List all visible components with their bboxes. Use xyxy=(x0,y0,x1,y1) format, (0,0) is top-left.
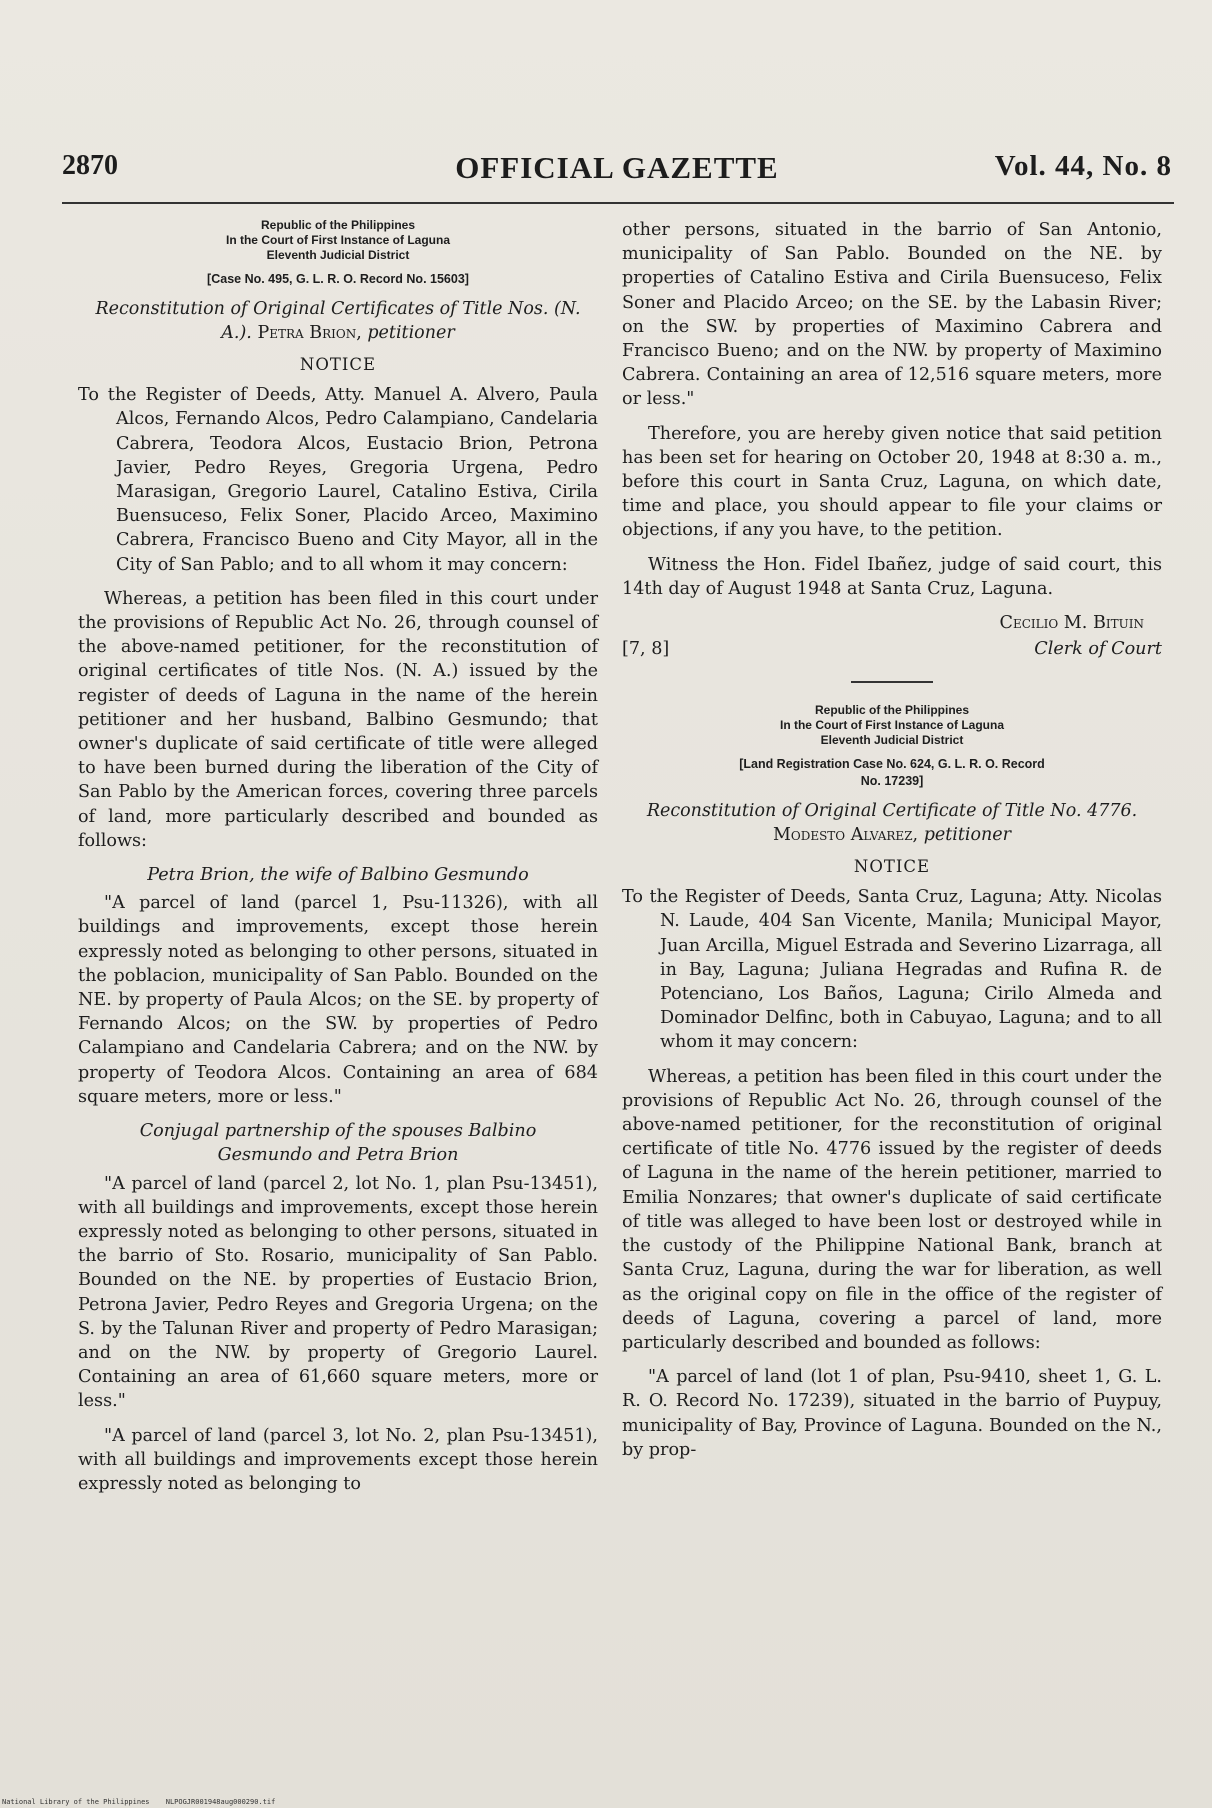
clerk-name: Cecilio M. Bituin xyxy=(999,613,1144,634)
notice-divider xyxy=(851,681,933,683)
conjugal-heading xyxy=(78,1119,598,1167)
witness-paragraph: Witness the Hon. Fidel Ibañez, judge of said court, this 14th day of August 1948 at Santa Cruz, Laguna. xyxy=(622,554,1162,599)
parcel-2-description: "A parcel of land (parcel 2, lot No. 1, plan Psu-13451), with all buildings and improvements, except those herein expressly noted as belonging to other persons, situated in the barrio of Sto. Rosario, municipality of San Pablo. Bounded on the NE. by properties of Eustacio Brion, Petrona Javier, Pedro Reyes and Gregoria Urgena; on the S. by the Talunan River and property of Pedro Marasigan; and on the NW. by property of Gregorio Laurel. Containing an area of 61,660 square meters, more or less." xyxy=(78,1173,598,1412)
reconstitution-2-text: Reconstitution of Original Certificate of Title No. 4776. xyxy=(646,801,1138,822)
notice-heading: NOTICE xyxy=(299,355,377,374)
parcel-1-description: "A parcel of land (parcel 1, Psu-11326), with all buildings and improvements, except those herein expressly noted as belonging to other persons, situated in the poblacion, municipality of San Pablo. Bounded on the NE. by property of Paula Alcos; on the SE. by property of Fernando Alcos; on the SW. by properties of Pedro Calampiano and Candelaria Cabrera; and on the NW. by property of Teodora Alcos. Containing an area of 684 square meters, more or less." xyxy=(78,893,598,1107)
parcel-3-description: "A parcel of land (parcel 3, lot No. 2, plan Psu-13451), with all buildings and improvements except those herein expressly noted as belonging to xyxy=(78,1425,598,1494)
case-2-line-2: No. 17239] xyxy=(860,774,924,789)
reconstitution-title-2 xyxy=(622,799,1162,847)
therefore-paragraph: Therefore, you are hereby given notice that said petition has been set for hearing on October 20, 1948 at 8:30 a. m., before this court in Santa Cruz, Laguna, on which date, time and place, you should appear to file your claims or objections, if any you have, to the petition. xyxy=(622,423,1162,541)
addressee-paragraph: To the Register of Deeds, Atty. Manuel A. Alvero, Paula Alcos, Fernando Alcos, Pedro Calampiano, Candelaria Cabrera, Teodora Alcos, Eustacio Brion, Petrona Javier, Pedro Reyes, Gregoria Urgena, Pedro Marasigan, Gregorio Laurel, Catalino Estiva, Cirila Buensuceso, Felix Soner, Placido Arceo, Maximino Cabrera, Francisco Bueno and City Mayor, all in the City of San Pablo; and to all whom it may concern: xyxy=(78,385,598,575)
court-2-line-2: In the Court of First Instance of Laguna xyxy=(779,718,1004,733)
library-label: National Library of the Philippines xyxy=(2,1798,150,1806)
case-number: [Case No. 495, G. L. R. O. Record No. 15603] xyxy=(207,272,469,286)
notice-heading-2: NOTICE xyxy=(853,857,931,877)
page-header xyxy=(62,150,1172,196)
parcel-owner-heading: Petra Brion, the wife of Balbino Gesmundo xyxy=(147,865,529,886)
case-2-line-1: [Land Registration Case No. 624, G. L. R. O. Record xyxy=(739,757,1045,772)
court-line-1: Republic of the Philippines xyxy=(260,218,415,232)
court-heading-2 xyxy=(622,703,1162,748)
court-line-2: In the Court of First Instance of Laguna xyxy=(225,233,450,247)
petitioner-2-label: petitioner xyxy=(923,825,1012,846)
parcel-description-2: "A parcel of land (lot 1 of plan, Psu-9410, sheet 1, G. L. R. O. Record No. 17239), situated in the barrio of Puypuy, municipality of Bay, Province of Laguna. Bounded on the N., by prop- xyxy=(622,1367,1162,1460)
petitioner-name: Petra Brion, xyxy=(257,323,362,343)
issue-reference: [7, 8] xyxy=(622,639,670,660)
court-2-line-1: Republic of the Philippines xyxy=(814,703,969,718)
publication-title: OFFICIAL GAZETTE xyxy=(455,150,779,185)
parcel-3-continuation: other persons, situated in the barrio of San Antonio, municipality of San Pablo. Bounded on the NE. by properties of Catalino Estiva and Cirila Buensuceso, Felix Soner and Placido Arceo; on the SE. by the Labasin River; on the SW. by properties of Maximino Cabrera and Francisco Bueno; and on the NW. by property of Maximino Cabrera. Containing an area of 12,516 square meters, more or less." xyxy=(622,220,1162,410)
whereas-paragraph: Whereas, a petition has been filed in this court under the provisions of Republic Act No. 26, through counsel of the above-named petitioner, for the reconstitution of original certificates of title Nos. (N. A.) issued by the register of deeds of Laguna in the name of the herein petitioner and her husband, Balbino Gesmundo; that owner's duplicate of said certificate of title were alleged to have been burned during the liberation of the City of San Pablo by the American forces, covering three parcels of land, more particularly described and bounded as follows: xyxy=(78,588,598,851)
court-line-3: Eleventh Judicial District xyxy=(266,248,410,262)
left-column xyxy=(78,218,598,1506)
petitioner-2-name: Modesto Alvarez, xyxy=(772,825,919,846)
conjugal-heading-line-1: Conjugal partnership of the spouses Balbino xyxy=(139,1121,537,1142)
volume-number: Vol. 44, No. 8 xyxy=(994,150,1172,182)
file-label: NLPOGJR001948aug000290.tif xyxy=(165,1798,276,1806)
reconstitution-title xyxy=(78,297,598,345)
petitioner-label: petitioner xyxy=(367,323,455,343)
clerk-title: Clerk of Court xyxy=(1034,639,1162,660)
whereas-paragraph-2: Whereas, a petition has been filed in this court under the provisions of Republic Act No. 26, through counsel of the above-named petitioner, for the reconstitution of original certificate of title No. 4776 issued by the register of deeds of Laguna in the name of the herein petitioner, married to Emilia Nonzares; that owner's duplicate of said certificate of title was alleged to have been lost or destroyed while in the custody of the Philippine National Bank, branch at Santa Cruz, Laguna, during the war for liberation, as well as the original copy on file in the office of the register of deeds of Laguna, covering a parcel of land, more particularly described and bounded as follows: xyxy=(622,1066,1162,1353)
case-number-2 xyxy=(622,756,1162,790)
page-number: 2870 xyxy=(62,150,118,181)
court-2-line-3: Eleventh Judicial District xyxy=(820,733,964,748)
addressee-paragraph-2: To the Register of Deeds, Santa Cruz, Laguna; Atty. Nicolas N. Laude, 404 San Vicente, Manila; Municipal Mayor, Juan Arcilla, Miguel Estrada and Severino Lizarraga, all in Bay, Laguna; Juliana Hegradas and Rufina R. de Potenciano, Los Baños, Laguna; Cirilo Almeda and Dominador Delfinc, both in Cabuyao, Laguna; and to all whom it may concern: xyxy=(622,887,1162,1053)
conjugal-heading-line-2: Gesmundo and Petra Brion xyxy=(217,1145,459,1166)
reconstitution-text: Reconstitution of Original Certificates of Title Nos. (N. A.). xyxy=(95,299,581,343)
header-rule xyxy=(62,202,1174,204)
signature-block xyxy=(622,611,1162,667)
scan-footer xyxy=(2,1798,287,1806)
right-column xyxy=(622,218,1162,1472)
court-heading xyxy=(78,218,598,263)
